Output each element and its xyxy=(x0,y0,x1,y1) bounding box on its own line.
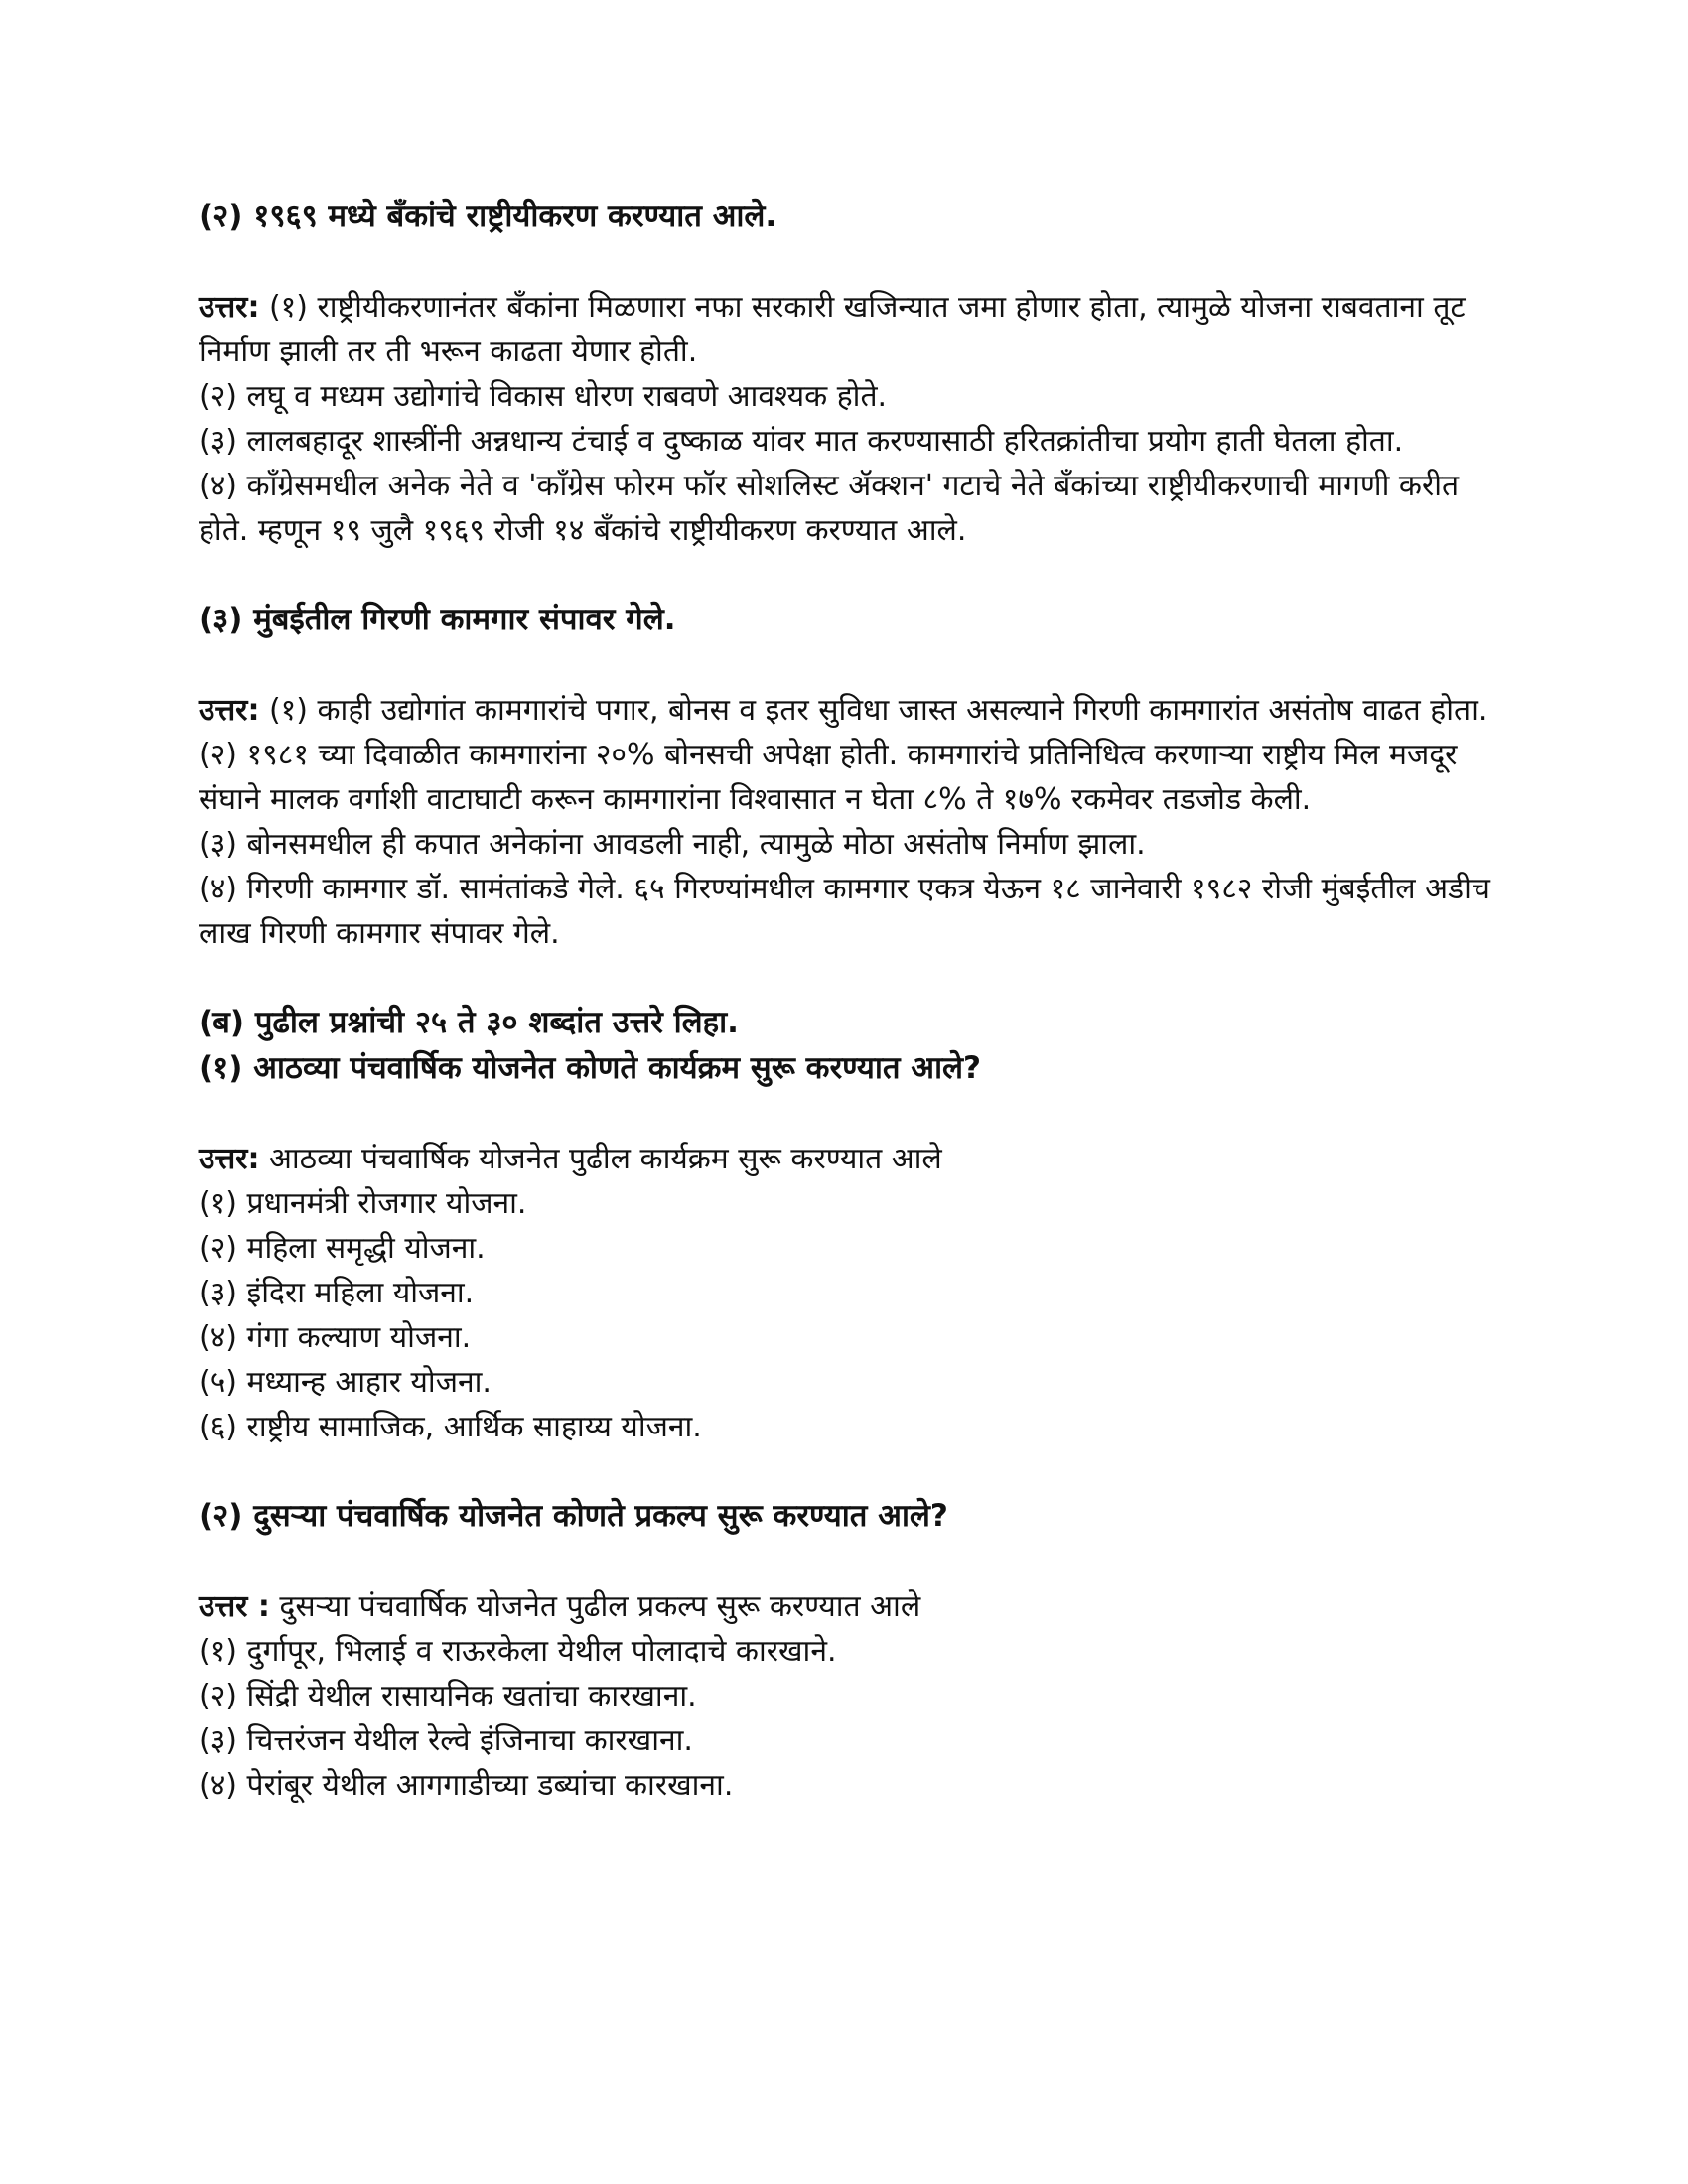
list-item: (४) पेरांबूर येथील आगगाडीच्या डब्यांचा कारखाना. xyxy=(199,1768,734,1803)
question-heading: (३) मुंबईतील गिरणी कामगार संपावर गेले. xyxy=(199,602,676,637)
list-item: (२) महिला समृद्धी योजना. xyxy=(199,1231,486,1266)
answer-label: उत्तर: xyxy=(199,1142,260,1176)
answer-line: (४) गिरणी कामगार डॉ. सामंतांकडे गेले. ६५ गिरण्यांमधील कामगार एकत्र येऊन १८ जानेवारी १९८२ रोजी मुंबईतील अडीच लाख गिरणी कामगार संपावर गेले. xyxy=(199,872,1490,951)
answer-line: उत्तर: (१) काही उद्योगांत कामगारांचे पगार, बोनस व इतर सुविधा जास्त असल्याने गिरणी कामगारांत असंतोष वाढत होता. xyxy=(199,693,1488,728)
answer-label: उत्तर: xyxy=(199,693,260,728)
list-item: (१) दुर्गापूर, भिलाई व राऊरकेला येथील पोलादाचे कारखाने. xyxy=(199,1634,837,1669)
question-heading: (२) १९६९ मध्ये बँकांचे राष्ट्रीयीकरण करण्यात आले. xyxy=(199,199,777,234)
answer-line: उत्तर: आठव्या पंचवार्षिक योजनेत पुढील कार्यक्रम सुरू करण्यात आले xyxy=(199,1142,942,1176)
list-item: (६) राष्ट्रीय सामाजिक, आर्थिक साहाय्य योजना. xyxy=(199,1410,702,1444)
answer-label: उत्तर: xyxy=(199,290,260,325)
answer-line: (३) बोनसमधील ही कपात अनेकांना आवडली नाही, त्यामुळे मोठा असंतोष निर्माण झाला. xyxy=(199,827,1146,862)
answer-label: उत्तर : xyxy=(199,1589,270,1624)
document-page xyxy=(199,194,1509,1808)
list-item: (२) सिंद्री येथील रासायनिक खतांचा कारखाना. xyxy=(199,1679,697,1713)
answer-line: (४) काँग्रेसमधील अनेक नेते व 'काँग्रेस फोरम फॉर सोशलिस्ट ॲक्शन' गटाचे नेते बँकांच्या राष्ट्रीयीकरणाची मागणी करीत होते. म्हणून १९ जुलै १९६९ रोजी १४ बँकांचे राष्ट्रीयीकरण करण्यात आले. xyxy=(199,469,1460,548)
answer-line: उत्तर: (१) राष्ट्रीयीकरणानंतर बँकांना मिळणारा नफा सरकारी खजिन्यात जमा होणार होता, त्यामुळे योजना राबवताना तूट निर्माण झाली तर ती भरून काढता येणार होती. xyxy=(199,290,1466,369)
question-heading: (२) दुसऱ्या पंचवार्षिक योजनेत कोणते प्रकल्प सुरू करण्यात आले? xyxy=(199,1498,948,1534)
list-item: (५) मध्यान्ह आहार योजना. xyxy=(199,1365,492,1400)
list-item: (४) गंगा कल्याण योजना. xyxy=(199,1320,472,1355)
list-item: (३) चित्तरंजन येथील रेल्वे इंजिनाचा कारखाना. xyxy=(199,1723,693,1758)
answer-block xyxy=(199,285,1509,553)
list-item: (३) इंदिरा महिला योजना. xyxy=(199,1276,475,1310)
answer-block xyxy=(199,688,1509,956)
answer-line: (२) लघू व मध्यम उद्योगांचे विकास धोरण राबवणे आवश्यक होते. xyxy=(199,379,888,414)
answer-line: (३) लालबहादूर शास्त्रींनी अन्नधान्य टंचाई व दुष्काळ यांवर मात करण्यासाठी हरितक्रांतीचा प्रयोग हाती घेतला होता. xyxy=(199,424,1404,459)
answer-line: उत्तर : दुसऱ्या पंचवार्षिक योजनेत पुढील प्रकल्प सुरू करण्यात आले xyxy=(199,1589,921,1624)
question-heading: (१) आठव्या पंचवार्षिक योजनेत कोणते कार्यक्रम सुरू करण्यात आले? xyxy=(199,1050,981,1086)
answer-block xyxy=(199,1137,1509,1449)
list-item: (१) प्रधानमंत्री रोजगार योजना. xyxy=(199,1186,527,1221)
answer-block xyxy=(199,1584,1509,1808)
answer-line: (२) १९८१ च्या दिवाळीत कामगारांना २०% बोनसची अपेक्षा होती. कामगारांचे प्रतिनिधित्व करणाऱ्या राष्ट्रीय मिल मजदूर संघाने मालक वर्गाशी वाटाघाटी करून कामगारांना विश्वासात न घेता ८% ते १७% रकमेवर तडजोड केली. xyxy=(199,738,1458,817)
section-heading: (ब) पुढील प्रश्नांची २५ ते ३० शब्दांत उत्तरे लिहा. xyxy=(199,1005,739,1040)
